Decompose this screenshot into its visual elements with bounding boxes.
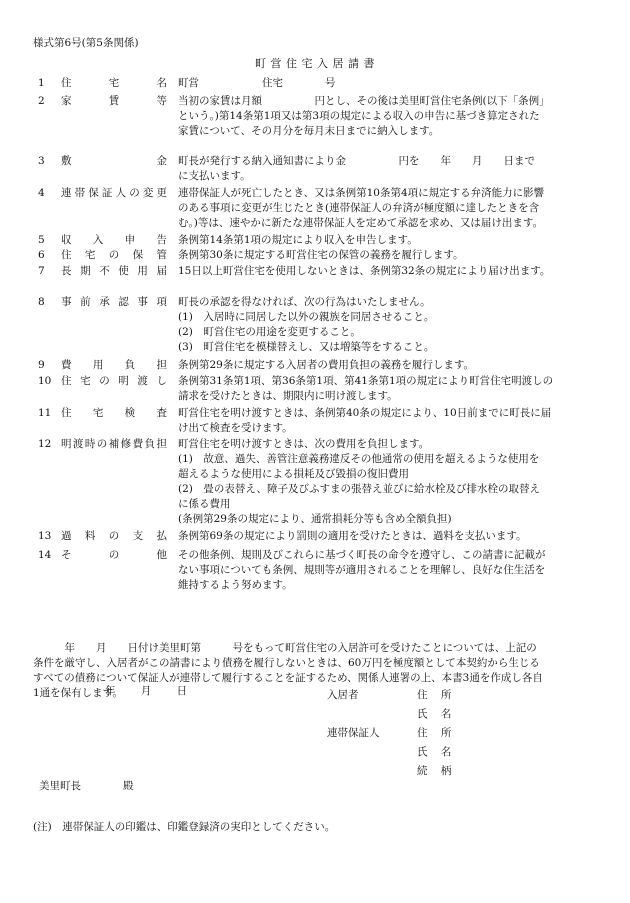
closing-line: 年 月 日付け美里町第 号をもって町営住宅の入居許可を受けたことについては、上記の: [33, 642, 537, 654]
item-number: 13: [38, 530, 52, 542]
item-content-line: その他条例、規則及びこれらに基づく町長の命令を遵守し、この請書に記載が: [178, 549, 546, 561]
resident-label: 入居者: [327, 689, 359, 701]
item-content-line: に支払います。: [178, 170, 251, 182]
item-content: [178, 233, 590, 248]
closing-line: 1通を保有します。: [33, 687, 123, 699]
item-content-line: (1) 故意、過失、善管注意義務違反その他通常の使用を超えるような使用を: [178, 453, 540, 465]
item-heading: 住宅の明渡し: [61, 375, 167, 387]
item-number: 4: [38, 187, 45, 199]
item-number: 2: [38, 95, 45, 107]
item-content: [178, 186, 590, 231]
item-heading: 連帯保証人の変更: [61, 187, 167, 199]
item-content-line: 超えるような使用による損耗及び毀損の復旧費用: [178, 468, 409, 480]
item-heading: 家賃等: [61, 95, 167, 107]
item-content-line: 15日以上町営住宅を使用しないときは、条例第32条の規定により届け出ます。: [178, 265, 551, 277]
item-content: [178, 154, 590, 184]
item-content-line: む。)等は、速やかに新たな連帯保証人を定めて承認を求め、又は届け出ます。: [178, 217, 544, 229]
item-content: [178, 374, 590, 404]
document-title: 町 営 住 宅 入 居 請 書: [255, 57, 375, 70]
item-content-line: ない事項についても条例、規則等が適用されることを理解し、良好な住生活を: [178, 564, 546, 576]
item-heading: 費用負担: [61, 359, 167, 371]
item-content-line: 条例第29条に規定する入居者の費用負担の義務を履行します。: [178, 359, 475, 371]
item-content-line: 条例第31条第1項、第36条第1項、第41条第1項の規定により町営住宅明渡しの: [178, 375, 554, 387]
item-number: 14: [38, 549, 52, 561]
item-content-line: 町長の承認を得なければ、次の行為はいたしません。: [178, 296, 431, 308]
item-heading: 住宅の保管: [61, 249, 167, 261]
guarantor-relation-label: 続 柄: [417, 765, 452, 777]
item-heading: 長期不使用届: [61, 265, 167, 277]
item-content-line: のある事項に変更が生じたとき(連帯保証人の弁済が極度額に達したときを含: [178, 202, 540, 214]
item-content-line: 町営 住宅 号: [178, 77, 336, 89]
item-heading: 過料の支払: [61, 530, 167, 542]
closing-line: すべての債務について保証人が連帯して履行することを証するため、関係人連署の上、本書3通を作成し各自: [33, 672, 543, 684]
item-content: [178, 406, 590, 436]
item-content-line: 町営住宅を明け渡すときは、次の費用を負担します。: [178, 438, 430, 450]
item-content-line: 条例第69条の規定により罰則の適用を受けたときは、過料を支払います。: [178, 530, 527, 542]
item-content-line: 連帯保証人が死亡したとき、又は条例第10条第4項に規定する弁済能力に影響: [178, 187, 545, 199]
footnote: (注) 連帯保証人の印鑑は、印鑑登録済の実印としてください。: [33, 821, 336, 833]
item-content: [178, 437, 590, 527]
item-number: 6: [38, 249, 45, 261]
item-number: 11: [38, 407, 52, 419]
item-content: [178, 94, 590, 139]
item-number: 3: [38, 155, 45, 167]
resident-address-label: 住 所: [417, 689, 452, 701]
item-content-line: (2) 町営住宅の用途を変更すること。: [178, 326, 361, 338]
item-heading: 収入申告: [61, 234, 167, 246]
item-number: 10: [38, 375, 52, 387]
item-content: [178, 548, 590, 593]
addressee: 美里町長 殿: [39, 780, 134, 792]
item-content-line: 当初の家賃は月額 円とし、その後は美里町営住宅条例(以下「条例」: [178, 95, 550, 107]
form-number: 様式第6号(第5条関係): [33, 37, 139, 49]
item-number: 1: [38, 77, 45, 89]
item-content-line: (1) 入居時に同居した以外の親族を同居させること。: [178, 311, 435, 323]
item-content-line: 町営住宅を明け渡すときは、条例第40条の規定により、10日前までに町長に届: [178, 407, 552, 419]
item-content: [178, 529, 590, 544]
item-content: [178, 76, 590, 91]
item-content: [178, 264, 590, 279]
item-content-line: (3) 町営住宅を模様替えし、又は増築等をすること。: [178, 341, 435, 353]
resident-name-label: 氏 名: [417, 708, 452, 720]
guarantor-name-label: 氏 名: [417, 746, 452, 758]
closing-line: 条件を厳守し、入居者がこの請書により債務を履行しないときは、60万円を極度額として本契約から生じる: [33, 657, 540, 669]
item-heading: 敷金: [61, 155, 167, 167]
item-content: [178, 295, 590, 355]
guarantor-label: 連帯保証人: [327, 727, 380, 739]
item-content-line: に係る費用: [178, 498, 231, 510]
item-content-line: 条例第14条第1項の規定により収入を申告します。: [178, 234, 418, 246]
item-number: 12: [38, 438, 52, 450]
item-number: 9: [38, 359, 45, 371]
item-content-line: け出て検査を受けます。: [178, 422, 293, 434]
item-number: 7: [38, 265, 45, 277]
item-content-line: という。)第14条第1項又は第3項の規定による収入の申告に基づき算定された: [178, 110, 540, 122]
item-content-line: 請求を受けたときは、期限内に明け渡します。: [178, 390, 398, 402]
item-number: 8: [38, 296, 45, 308]
item-content-line: (条例第29条の規定により、通常損耗分等も含め全額負担): [178, 513, 452, 525]
item-content: [178, 358, 590, 373]
item-content-line: (2) 畳の表替え、障子及びふすまの張替え並びに給水栓及び排水栓の取替え: [178, 483, 541, 495]
item-heading: 住宅名: [61, 77, 167, 89]
date-line: 年 月 日: [105, 685, 188, 697]
item-number: 5: [38, 234, 45, 246]
item-heading: 明渡時の補修費負担: [61, 438, 167, 450]
guarantor-address-label: 住 所: [417, 727, 452, 739]
item-content-line: 町長が発行する納入通知書により金 円を 年 月 日まで: [178, 155, 535, 167]
item-heading: 事前承認事項: [61, 296, 167, 308]
item-content-line: 条例第30条に規定する町営住宅の保管の義務を履行します。: [178, 249, 464, 261]
item-content-line: 家賃について、その月分を毎月末日までに納入します。: [178, 125, 440, 137]
item-content-line: 維持するよう努めます。: [178, 579, 293, 591]
item-content: [178, 248, 590, 263]
item-heading: 住宅検査: [61, 407, 167, 419]
item-heading: その他: [61, 549, 167, 561]
